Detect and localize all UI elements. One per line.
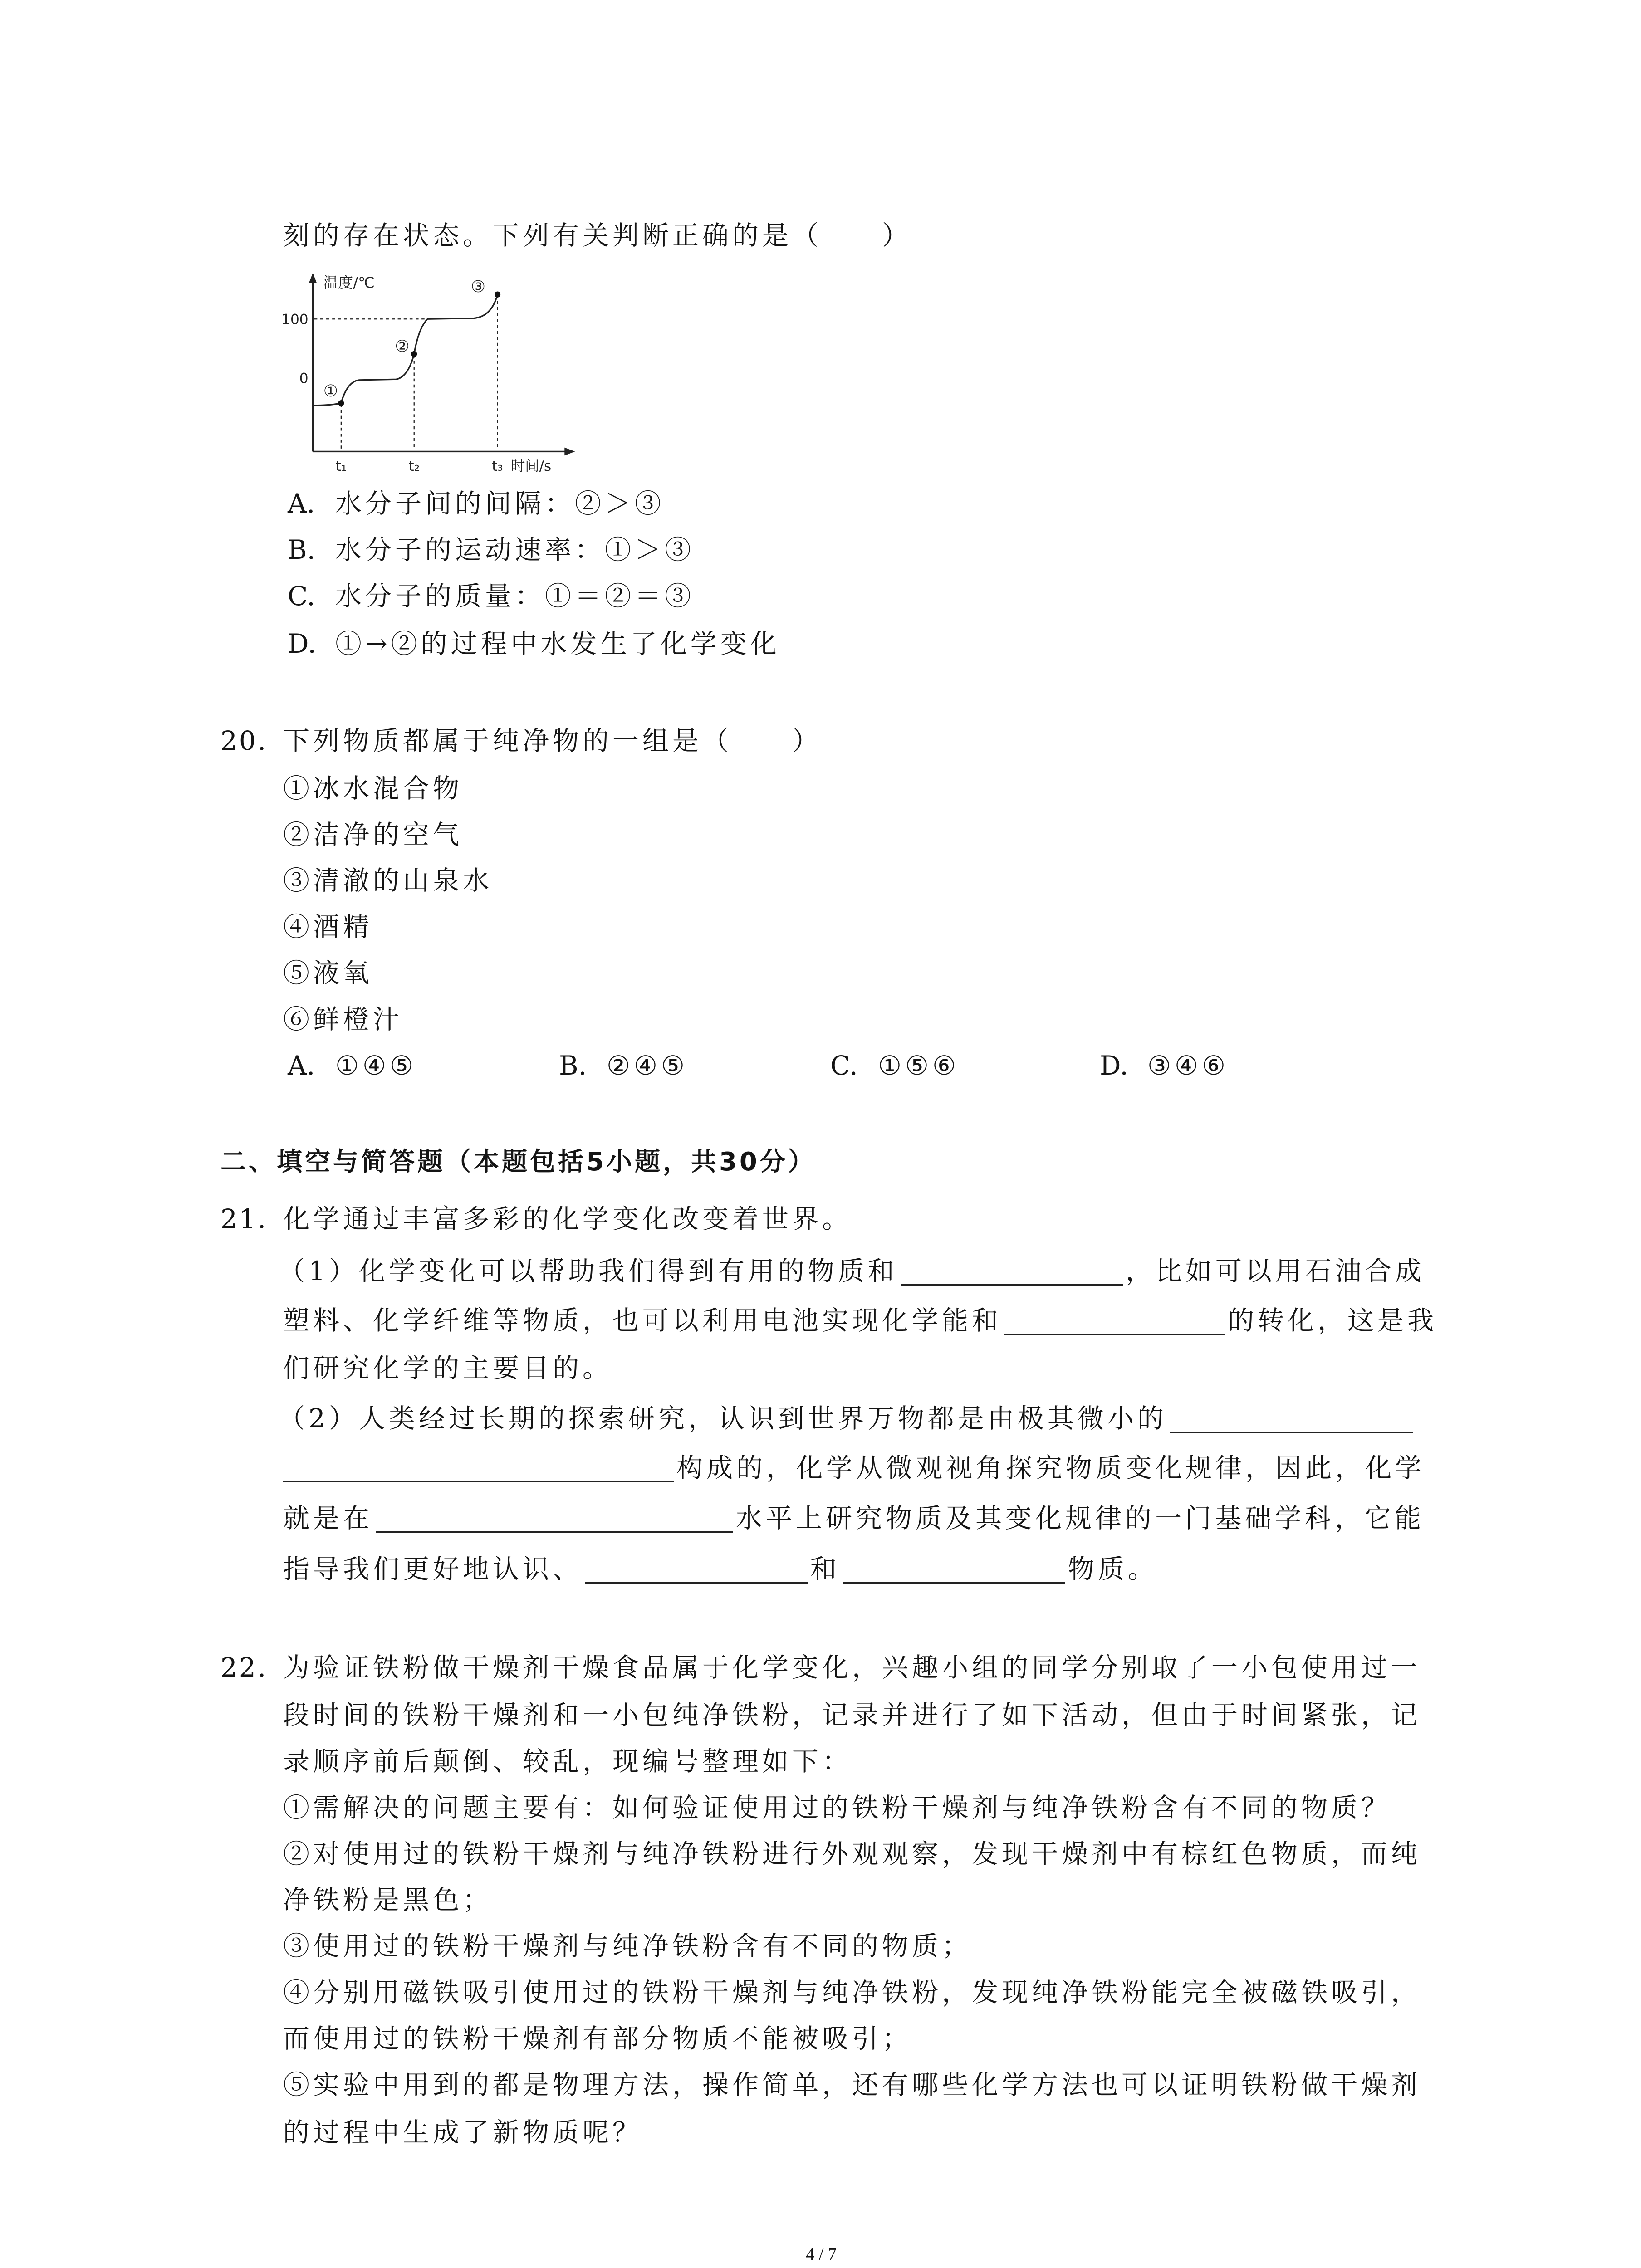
q21-part2-line3 [283,1500,1425,1536]
q20-option-a [288,1047,417,1084]
answer-blank [843,1556,1065,1584]
q20-item-1: ①冰水混合物 [283,773,463,804]
option-text: ②④⑤ [607,1050,688,1081]
y-axis-arrow [309,273,317,283]
answer-blank [1170,1405,1413,1433]
option-label: B. [559,1050,587,1081]
q21-part2-line4 [283,1551,1158,1587]
temperature-time-graph [268,265,584,486]
option-text: ①④⑤ [335,1050,417,1081]
option-label: B. [288,534,316,565]
q22-step-2: ②对使用过的铁粉干燥剂与纯净铁粉进行外观观察，发现干燥剂中有棕红色物质，而纯 [283,1838,1421,1869]
q22-step-4: ④分别用磁铁吸引使用过的铁粉干燥剂与纯净铁粉，发现纯净铁粉能完全被磁铁吸引， [283,1977,1421,2008]
option-text: 水分子间的间隔：②＞③ [335,488,665,519]
option-label: D. [1100,1050,1128,1081]
q21-part1-line2 [283,1302,1437,1339]
text-segment: 的转化，这是我 [1228,1305,1438,1336]
answer-blank [1004,1307,1225,1335]
q19-option-d [288,626,780,662]
q22-step-1: ①需解决的问题主要有：如何验证使用过的铁粉干燥剂与纯净铁粉含有不同的物质？ [283,1792,1391,1823]
q19-option-a [288,485,665,522]
q22-step-2-cont: 净铁粉是黑色； [283,1884,493,1915]
q22-step-5: ⑤实验中用到的都是物理方法，操作简单，还有哪些化学方法也可以证明铁粉做干燥剂 [283,2069,1421,2100]
answer-blank [901,1258,1123,1286]
marker-dot-1 [338,400,344,406]
text-segment: 就是在 [283,1503,373,1534]
text-segment: 水平上研究物质及其变化规律的一门基础学科，它能 [736,1503,1425,1534]
text-segment: 构成的，化学从微观视角探究物质变化规律，因此，化学 [676,1452,1425,1483]
option-text: ③④⑥ [1147,1050,1229,1081]
q20-option-c [830,1047,960,1084]
text-segment: （1）化学变化可以帮助我们得到有用的物质和 [279,1256,898,1286]
option-label: A. [288,488,315,519]
y-axis-label: 温度/℃ [323,274,375,292]
q20-number: 20. [220,725,268,756]
page-number: 4 / 7 [806,2245,837,2264]
text-segment: ，比如可以用石油合成 [1125,1256,1425,1286]
x-tick-t3: t₃ [492,458,503,475]
q20-item-2: ②洁净的空气 [283,819,463,850]
q19-stem-tail: 刻的存在状态。下列有关判断正确的是（ ） [283,220,912,251]
x-tick-t1: t₁ [335,458,347,475]
q22-line-2: 段时间的铁粉干燥剂和一小包纯净铁粉，记录并进行了如下活动，但由于时间紧张，记 [283,1700,1421,1730]
q22-line-3: 录顺序前后颠倒、较乱，现编号整理如下： [283,1746,852,1777]
marker-dot-2 [411,351,417,357]
answer-blank [283,1455,674,1482]
q21-part2-line2 [283,1450,1425,1486]
q21-part1-line3: 们研究化学的主要目的。 [283,1353,613,1383]
marker-label-1: ① [323,381,338,401]
option-text: ①⑤⑥ [878,1050,960,1081]
q21-stem: 化学通过丰富多彩的化学变化改变着世界。 [283,1203,852,1234]
option-label: A. [288,1050,315,1081]
q20-item-6: ⑥鲜橙汁 [283,1004,403,1035]
q21-part2-line1 [279,1400,1416,1437]
q22-line-1: 为验证铁粉做干燥剂干燥食品属于化学变化，兴趣小组的同学分别取了一小包使用过一 [283,1652,1421,1683]
text-segment: 塑料、化学纤维等物质，也可以利用电池实现化学能和 [283,1305,1002,1336]
x-tick-t2: t₂ [408,458,420,475]
option-text: 水分子的运动速率：①＞③ [335,534,695,565]
q22-step-3: ③使用过的铁粉干燥剂与纯净铁粉含有不同的物质； [283,1931,972,1961]
option-label: C. [830,1050,858,1081]
option-text: ①→②的过程中水发生了化学变化 [335,628,780,659]
q21-part1-line1 [279,1253,1425,1289]
option-label: C. [288,581,315,611]
q22-step-4-cont: 而使用过的铁粉干燥剂有部分物质不能被吸引； [283,2023,912,2054]
y-tick-0: 0 [299,370,309,387]
q21-number: 21. [220,1203,268,1234]
x-axis-arrow [564,448,575,456]
q20-stem: 下列物质都属于纯净物的一组是（ ） [283,725,823,756]
q22-step-5-cont: 的过程中生成了新物质呢？ [283,2117,643,2148]
marker-label-3: ③ [470,277,486,297]
text-segment: 和 [810,1554,841,1584]
text-segment: 物质。 [1068,1554,1158,1584]
section-title: 二、填空与简答题（本题包括5小题，共30分） [220,1147,816,1177]
q20-item-5: ⑤液氧 [283,958,373,988]
answer-blank [376,1505,733,1533]
q20-option-d [1100,1047,1229,1084]
q20-option-b [559,1047,688,1084]
x-axis-label: 时间/s [511,458,552,475]
y-tick-100: 100 [281,311,309,328]
q19-option-c [288,578,695,614]
marker-dot-3 [495,292,500,298]
option-label: D. [288,628,316,659]
text-segment: （2）人类经过长期的探索研究，认识到世界万物都是由极其微小的 [279,1403,1167,1434]
q19-option-b [288,532,695,568]
marker-label-2: ② [395,336,410,356]
answer-blank [585,1556,808,1584]
q20-item-4: ④酒精 [283,911,373,942]
q20-item-3: ③清澈的山泉水 [283,865,493,896]
q22-number: 22. [220,1652,268,1683]
option-text: 水分子的质量：①＝②＝③ [335,581,695,611]
text-segment: 指导我们更好地认识、 [283,1554,583,1584]
